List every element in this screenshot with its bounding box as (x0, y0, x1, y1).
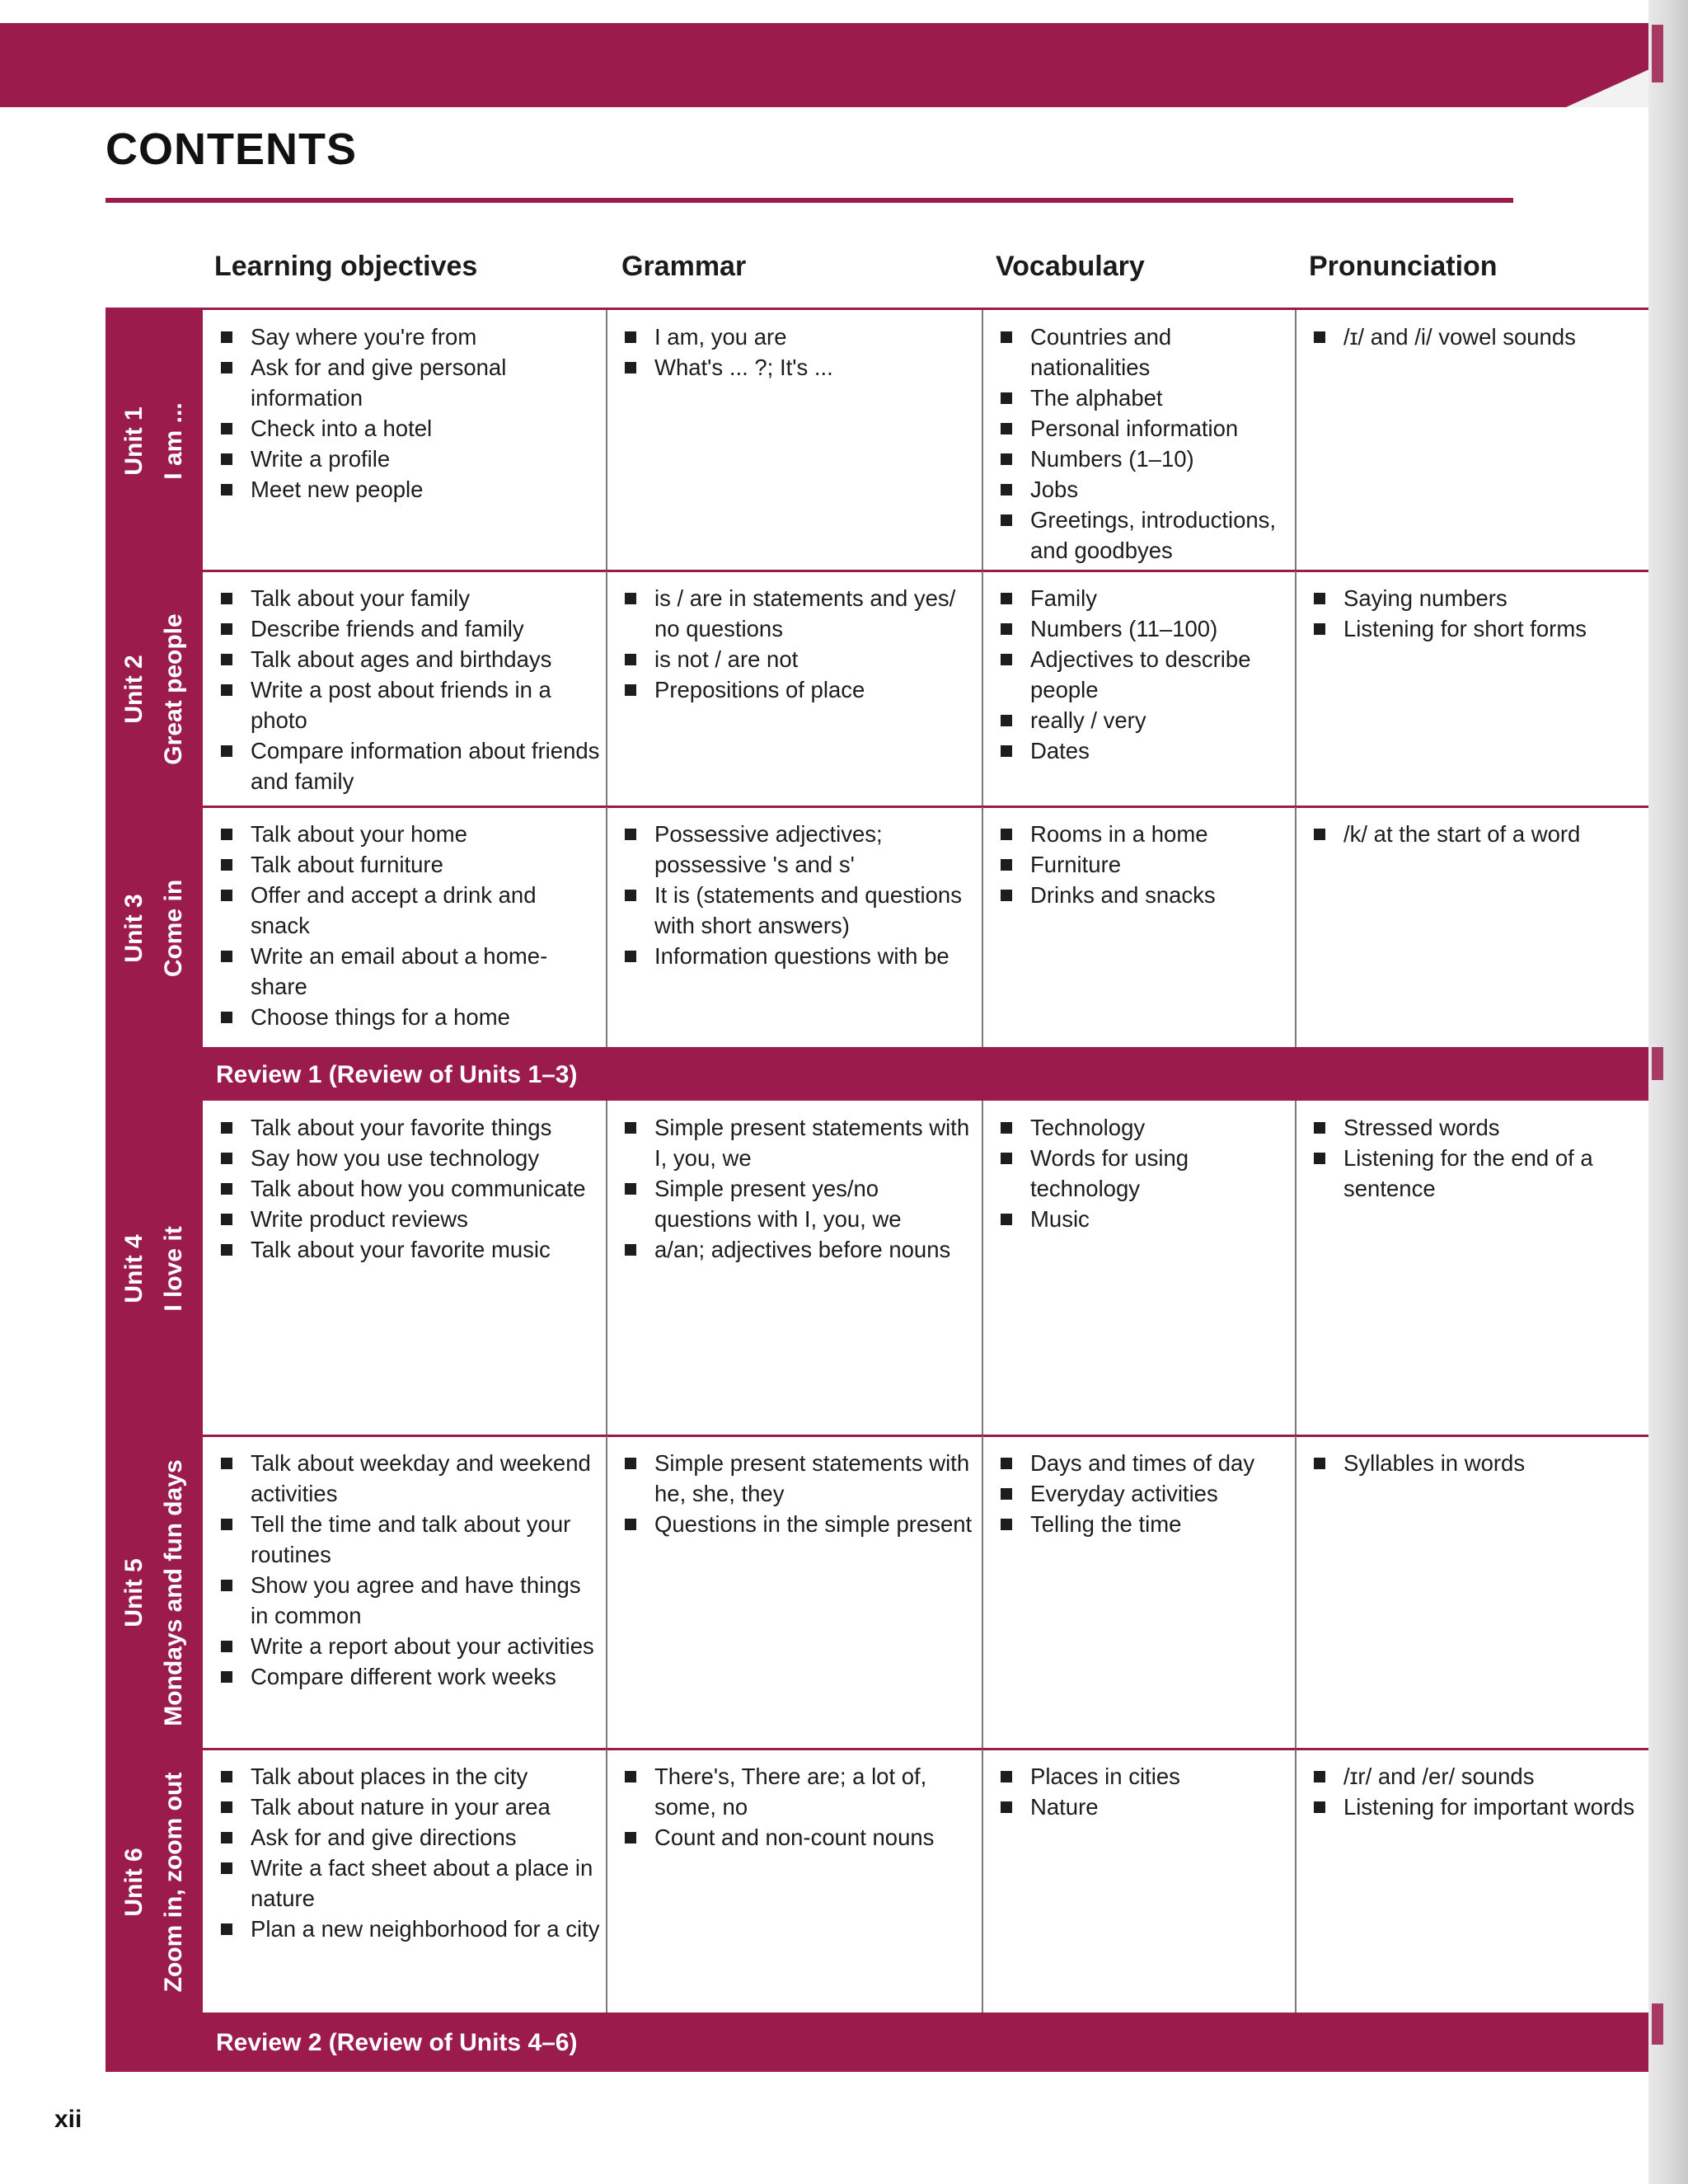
cell-grammar (607, 578, 982, 807)
review-band: Review 2 (Review of Units 4–6) (203, 2014, 1648, 2072)
column-header-vocabulary: Vocabulary (996, 251, 1145, 282)
page-title: CONTENTS (106, 124, 357, 174)
cell-learning-objectives (203, 317, 607, 571)
unit-number: Unit 3 (120, 893, 148, 963)
list-item: Show you agree and have things in common (216, 1570, 600, 1631)
list-item: Talk about how you communicate (216, 1173, 600, 1204)
cell-grammar (607, 814, 982, 1049)
list-item: Talk about your favorite things (216, 1112, 600, 1143)
unit-title: I love it (160, 1225, 187, 1312)
list-item: Listening for the end of a sentence (1309, 1143, 1642, 1204)
list-item: Compare different work weeks (216, 1661, 600, 1692)
item-list (996, 583, 1289, 766)
list-item: Compare information about friends and family (216, 735, 600, 796)
column-divider (606, 1101, 607, 1436)
unit-label (115, 613, 194, 764)
unit-tab-extension (106, 2014, 203, 2072)
list-item: Furniture (996, 849, 1289, 880)
item-list (1309, 583, 1642, 644)
cell-pronunciation (1296, 578, 1648, 807)
list-item: Plan a new neighborhood for a city (216, 1914, 600, 1944)
page-number: xii (54, 2106, 82, 2133)
edge-stripe (1652, 2003, 1663, 2045)
cell-vocabulary (982, 1756, 1296, 2014)
item-list (996, 322, 1289, 566)
list-item: Prepositions of place (620, 674, 976, 705)
list-item: Meet new people (216, 474, 600, 505)
item-list (620, 819, 976, 971)
item-list (216, 1761, 600, 1944)
edge-stripe (1652, 1047, 1663, 1080)
list-item: Numbers (11–100) (996, 613, 1289, 644)
title-rule (106, 198, 1513, 203)
item-list (1309, 1112, 1642, 1204)
list-item: Days and times of day (996, 1448, 1289, 1478)
unit-tab-extension (106, 1049, 203, 1101)
list-item: Listening for short forms (1309, 613, 1642, 644)
unit-label (115, 402, 194, 479)
list-item: Questions in the simple present (620, 1509, 976, 1539)
cell-learning-objectives (203, 1756, 607, 2014)
list-item: Information questions with be (620, 941, 976, 971)
cell-learning-objectives (203, 1107, 607, 1436)
list-item: Write a fact sheet about a place in nature (216, 1853, 600, 1914)
list-item: I am, you are (620, 322, 976, 352)
item-list (216, 322, 600, 505)
item-list (996, 1761, 1289, 1822)
list-item: /ɪ/ and /i/ vowel sounds (1309, 322, 1642, 352)
list-item: Technology (996, 1112, 1289, 1143)
list-item: Family (996, 583, 1289, 613)
item-list (1309, 1448, 1642, 1478)
list-item: Tell the time and talk about your routines (216, 1509, 600, 1570)
item-list (216, 1112, 600, 1265)
column-divider (606, 310, 607, 571)
cell-vocabulary (982, 317, 1296, 571)
cell-grammar (607, 1756, 982, 2014)
header-band (0, 23, 1657, 107)
item-list (620, 322, 976, 383)
item-list (996, 1448, 1289, 1539)
list-item: Count and non-count nouns (620, 1822, 976, 1853)
unit-title: Zoom in, zoom out (160, 1772, 187, 1992)
unit-tab (106, 807, 203, 1049)
list-item: Talk about your home (216, 819, 600, 849)
list-item: Describe friends and family (216, 613, 600, 644)
cell-grammar (607, 1443, 982, 1750)
row-separator (106, 308, 1648, 310)
unit-tab (106, 1101, 203, 1436)
row-separator (106, 1748, 1648, 1750)
column-divider (606, 571, 607, 807)
list-item: Talk about nature in your area (216, 1792, 600, 1822)
column-header-pronunciation: Pronunciation (1309, 251, 1498, 282)
cell-learning-objectives (203, 578, 607, 807)
list-item: Check into a hotel (216, 413, 600, 444)
unit-tab (106, 310, 203, 571)
list-item: Drinks and snacks (996, 880, 1289, 910)
list-item: Say where you're from (216, 322, 600, 352)
list-item: Stressed words (1309, 1112, 1642, 1143)
cell-vocabulary (982, 578, 1296, 807)
unit-number: Unit 1 (120, 406, 148, 476)
list-item: a/an; adjectives before nouns (620, 1234, 976, 1265)
list-item: Talk about your favorite music (216, 1234, 600, 1265)
list-item: There's, There are; a lot of, some, no (620, 1761, 976, 1822)
item-list (1309, 322, 1642, 352)
list-item: /ɪr/ and /er/ sounds (1309, 1761, 1642, 1792)
unit-tab (106, 571, 203, 807)
item-list (216, 1448, 600, 1692)
list-item: Greetings, introductions, and goodbyes (996, 505, 1289, 566)
unit-tab (106, 1436, 203, 1750)
column-divider (1295, 807, 1296, 1049)
cell-vocabulary (982, 1107, 1296, 1436)
column-divider (982, 1101, 983, 1436)
list-item: Talk about your family (216, 583, 600, 613)
list-item: Syllables in words (1309, 1448, 1642, 1478)
unit-number: Unit 4 (120, 1233, 148, 1303)
list-item: Simple present statements with I, you, we (620, 1112, 976, 1173)
column-divider (606, 1750, 607, 2014)
list-item: Everyday activities (996, 1478, 1289, 1509)
column-divider (982, 1750, 983, 2014)
column-divider (982, 1436, 983, 1750)
review-band: Review 1 (Review of Units 1–3) (203, 1049, 1648, 1101)
column-divider (1295, 1101, 1296, 1436)
item-list (216, 819, 600, 1032)
list-item: Talk about weekday and weekend activities (216, 1448, 600, 1509)
item-list (620, 583, 976, 705)
list-item: Listening for important words (1309, 1792, 1642, 1822)
unit-tab (106, 1750, 203, 2014)
list-item: Jobs (996, 474, 1289, 505)
item-list (996, 1112, 1289, 1234)
column-divider (606, 807, 607, 1049)
unit-label (115, 1459, 194, 1726)
unit-number: Unit 5 (120, 1558, 148, 1627)
list-item: Telling the time (996, 1509, 1289, 1539)
list-item: Ask for and give personal information (216, 352, 600, 413)
item-list (1309, 819, 1642, 849)
list-item: Simple present statements with he, she, they (620, 1448, 976, 1509)
row-separator (106, 570, 1648, 572)
cell-pronunciation (1296, 1107, 1648, 1436)
list-item: Write a report about your activities (216, 1631, 600, 1661)
cell-vocabulary (982, 1443, 1296, 1750)
list-item: Ask for and give directions (216, 1822, 600, 1853)
cell-vocabulary (982, 814, 1296, 1049)
list-item: Write an email about a home-share (216, 941, 600, 1002)
list-item: Write a profile (216, 444, 600, 474)
list-item: Write product reviews (216, 1204, 600, 1234)
column-divider (1295, 310, 1296, 571)
column-divider (1295, 1436, 1296, 1750)
cell-pronunciation (1296, 317, 1648, 571)
column-divider (982, 571, 983, 807)
unit-number: Unit 2 (120, 655, 148, 724)
list-item: Talk about places in the city (216, 1761, 600, 1792)
list-item: Music (996, 1204, 1289, 1234)
list-item: Personal information (996, 413, 1289, 444)
list-item: Numbers (1–10) (996, 444, 1289, 474)
cell-pronunciation (1296, 1443, 1648, 1750)
cell-pronunciation (1296, 1756, 1648, 2014)
column-divider (1295, 571, 1296, 807)
list-item: Talk about ages and birthdays (216, 644, 600, 674)
unit-label (115, 879, 194, 976)
list-item: /k/ at the start of a word (1309, 819, 1642, 849)
item-list (996, 819, 1289, 910)
list-item: Talk about furniture (216, 849, 600, 880)
unit-title: Come in (160, 879, 187, 977)
unit-label (115, 1226, 194, 1311)
item-list (620, 1761, 976, 1853)
unit-number: Unit 6 (120, 1847, 148, 1917)
list-item: Countries and nationalities (996, 322, 1289, 383)
column-divider (982, 310, 983, 571)
list-item: What's ... ?; It's ... (620, 352, 976, 383)
list-item: Possessive adjectives; possessive 's and s' (620, 819, 976, 880)
list-item: is / are in statements and yes/ no questions (620, 583, 976, 644)
list-item: Say how you use technology (216, 1143, 600, 1173)
unit-title: Great people (160, 613, 187, 765)
list-item: Words for using technology (996, 1143, 1289, 1204)
list-item: Saying numbers (1309, 583, 1642, 613)
cell-learning-objectives (203, 814, 607, 1049)
item-list (620, 1448, 976, 1539)
cell-pronunciation (1296, 814, 1648, 1049)
edge-stripe (1652, 25, 1663, 82)
list-item: really / very (996, 705, 1289, 735)
list-item: Nature (996, 1792, 1289, 1822)
row-separator (106, 1435, 1648, 1437)
cell-grammar (607, 1107, 982, 1436)
row-separator (106, 805, 1648, 808)
item-list (1309, 1761, 1642, 1822)
list-item: It is (statements and questions with short answers) (620, 880, 976, 941)
column-divider (606, 1436, 607, 1750)
cell-grammar (607, 317, 982, 571)
list-item: Simple present yes/no questions with I, you, we (620, 1173, 976, 1234)
cell-learning-objectives (203, 1443, 607, 1750)
column-divider (1295, 1750, 1296, 2014)
list-item: Places in cities (996, 1761, 1289, 1792)
item-list (620, 1112, 976, 1265)
list-item: Rooms in a home (996, 819, 1289, 849)
item-list (216, 583, 600, 796)
unit-title: I am ... (160, 402, 187, 480)
list-item: Dates (996, 735, 1289, 766)
list-item: Adjectives to describe people (996, 644, 1289, 705)
unit-title: Mondays and fun days (160, 1459, 187, 1726)
list-item: Choose things for a home (216, 1002, 600, 1032)
column-header-grammar: Grammar (621, 251, 747, 282)
list-item: Offer and accept a drink and snack (216, 880, 600, 941)
page-edge (1648, 0, 1688, 2184)
list-item: is not / are not (620, 644, 976, 674)
column-header-learning-objectives: Learning objectives (214, 251, 478, 282)
column-divider (982, 807, 983, 1049)
list-item: Write a post about friends in a photo (216, 674, 600, 735)
list-item: The alphabet (996, 383, 1289, 413)
unit-label (115, 1772, 194, 1992)
